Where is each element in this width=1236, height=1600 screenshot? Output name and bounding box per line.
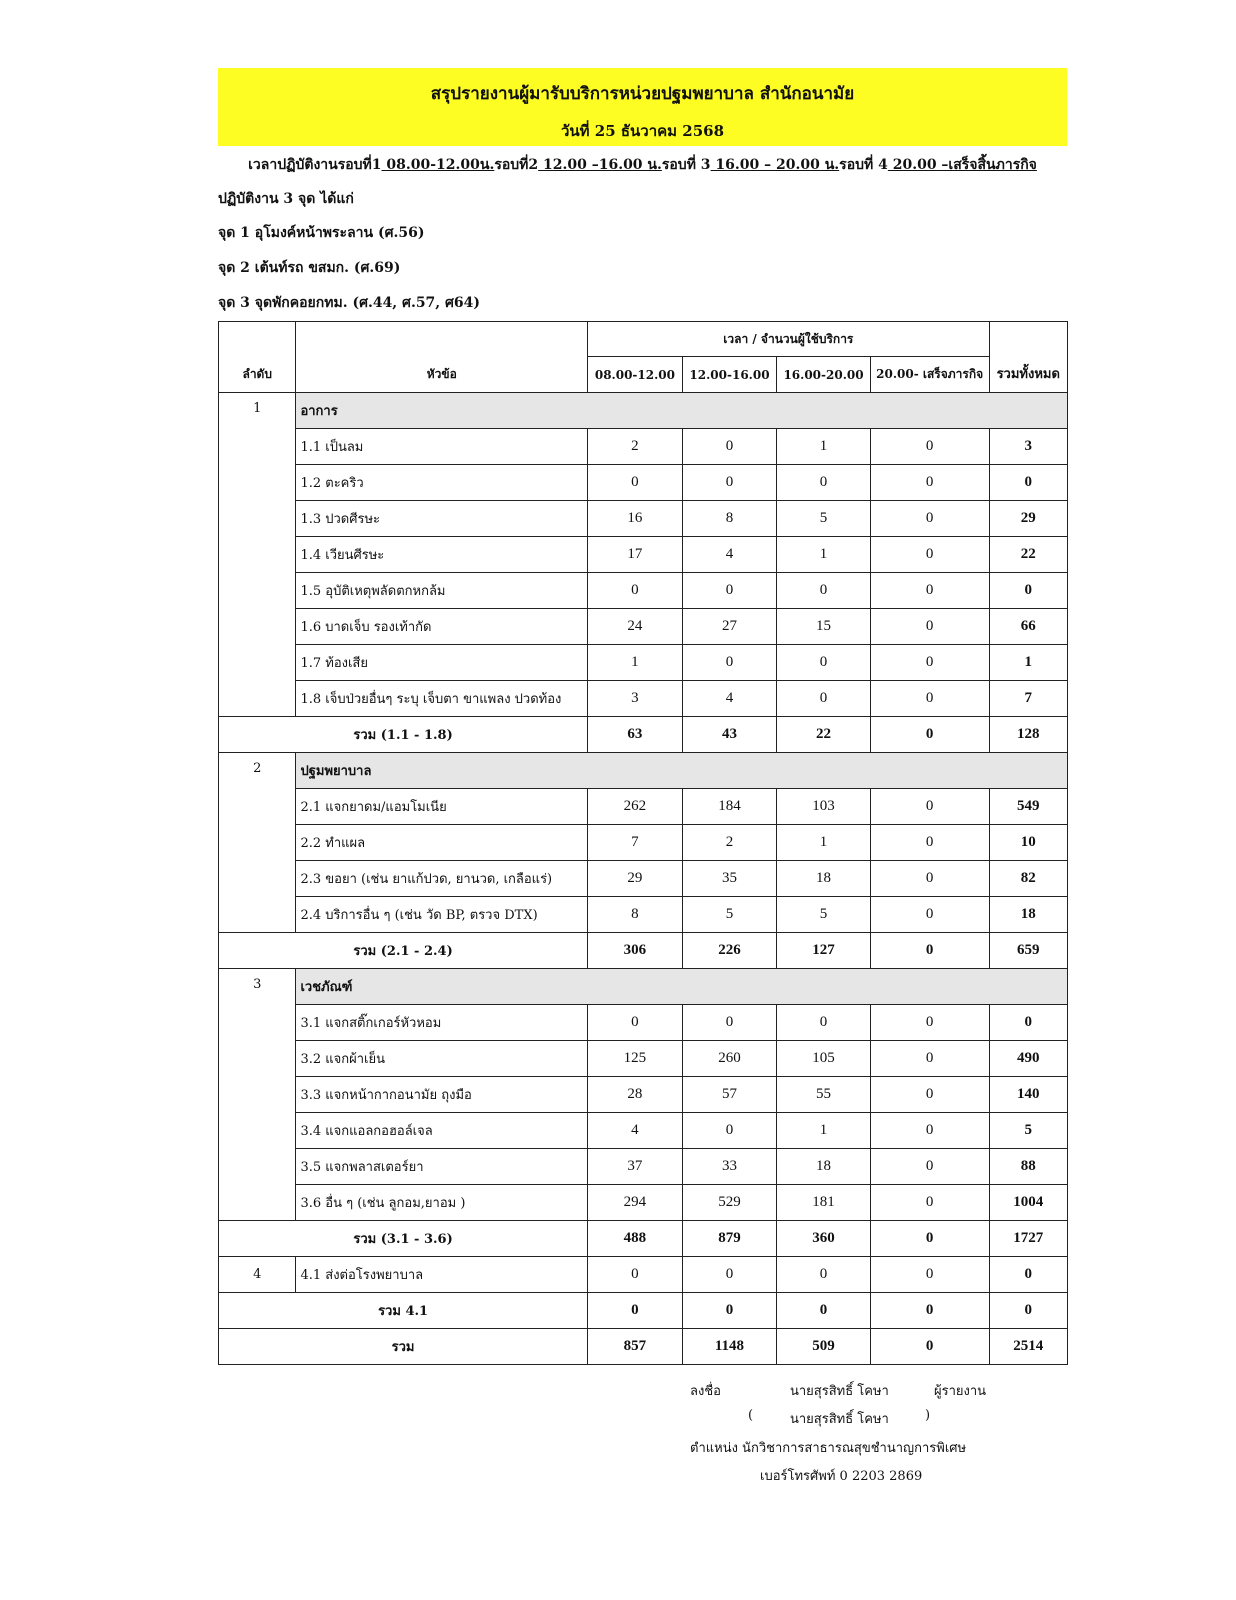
subtotal-row xyxy=(219,1293,1068,1329)
item-label: 3.5 แจกพลาสเตอร์ยา xyxy=(296,1149,588,1185)
item-label: 1.1 เป็นลม xyxy=(296,429,588,465)
item-total: 0 xyxy=(989,1257,1068,1293)
item-value: 0 xyxy=(870,645,989,681)
shift2-prefix: รอบที่2 xyxy=(494,157,539,173)
item-value: 181 xyxy=(777,1185,871,1221)
subtotal-value: 63 xyxy=(588,717,683,753)
item-value: 0 xyxy=(870,1257,989,1293)
item-value: 1 xyxy=(777,429,871,465)
item-value: 5 xyxy=(777,897,871,933)
item-value: 0 xyxy=(777,465,871,501)
item-total: 490 xyxy=(989,1041,1068,1077)
point-1: จุด 1 อุโมงค์หน้าพระลาน (ศ.56) xyxy=(218,225,425,241)
item-total: 549 xyxy=(989,789,1068,825)
report-title: สรุปรายงานผู้มารับบริการหน่วยปฐมพยาบาล สำนักอนามัย xyxy=(430,84,855,104)
item-value: 37 xyxy=(588,1149,683,1185)
signer-phone: เบอร์โทรศัพท์ 0 2203 2869 xyxy=(760,1469,923,1484)
subtotal-value: 0 xyxy=(588,1293,683,1329)
item-label: 1.2 ตะคริว xyxy=(296,465,588,501)
subtotal-total: 659 xyxy=(989,933,1068,969)
item-value: 57 xyxy=(682,1077,777,1113)
grand-total-label: รวม xyxy=(219,1329,588,1365)
item-value: 55 xyxy=(777,1077,871,1113)
item-total: 66 xyxy=(989,609,1068,645)
item-total: 0 xyxy=(989,573,1068,609)
item-total: 5 xyxy=(989,1113,1068,1149)
item-total: 29 xyxy=(989,501,1068,537)
item-value: 0 xyxy=(870,609,989,645)
item-value: 0 xyxy=(588,1005,683,1041)
close-paren: ) xyxy=(925,1408,931,1423)
grand-total-value: 0 xyxy=(870,1329,989,1365)
section-header-row xyxy=(219,393,1068,429)
item-value: 0 xyxy=(682,645,777,681)
section-number: 3 xyxy=(219,969,296,1221)
item-total: 10 xyxy=(989,825,1068,861)
item-value: 15 xyxy=(777,609,871,645)
shift2-time: 12.00 –16.00 น. xyxy=(538,157,662,173)
signer-role: ผู้รายงาน xyxy=(934,1384,987,1399)
table-row xyxy=(219,501,1068,537)
table-row xyxy=(219,897,1068,933)
subtotal-value: 0 xyxy=(870,1293,989,1329)
table-row xyxy=(219,1005,1068,1041)
table-row xyxy=(219,573,1068,609)
section-number: 1 xyxy=(219,393,296,717)
item-total: 1 xyxy=(989,645,1068,681)
point-3: จุด 3 จุดพักคอยกทม. (ศ.44, ศ.57, ศ64) xyxy=(218,295,481,311)
section-header-row xyxy=(219,969,1068,1005)
shift1-prefix: เวลาปฏิบัติงานรอบที่1 xyxy=(248,157,382,173)
col-shift3-header: 16.00-20.00 xyxy=(777,357,871,393)
item-value: 7 xyxy=(588,825,683,861)
item-total: 82 xyxy=(989,861,1068,897)
item-value: 3 xyxy=(588,681,683,717)
item-value: 0 xyxy=(870,501,989,537)
table-row xyxy=(219,825,1068,861)
report-table xyxy=(218,321,1068,1365)
table-row xyxy=(219,1077,1068,1113)
table-row xyxy=(219,1185,1068,1221)
item-value: 8 xyxy=(682,501,777,537)
item-value: 0 xyxy=(682,1257,777,1293)
item-total: 7 xyxy=(989,681,1068,717)
item-value: 0 xyxy=(870,1149,989,1185)
item-value: 0 xyxy=(777,1005,871,1041)
col-order-header: ลำดับ xyxy=(219,322,296,393)
item-label: 3.2 แจกผ้าเย็น xyxy=(296,1041,588,1077)
item-value: 0 xyxy=(682,1113,777,1149)
point-2: จุด 2 เต้นท์รถ ขสมก. (ศ.69) xyxy=(218,260,401,276)
item-value: 5 xyxy=(777,501,871,537)
item-value: 27 xyxy=(682,609,777,645)
col-shift4-header: 20.00- เสร็จภารกิจ xyxy=(870,357,989,393)
item-total: 88 xyxy=(989,1149,1068,1185)
item-value: 0 xyxy=(777,1257,871,1293)
item-value: 0 xyxy=(870,1005,989,1041)
item-value: 0 xyxy=(682,429,777,465)
subtotal-value: 0 xyxy=(870,933,989,969)
section-title: เวชภัณฑ์ xyxy=(296,969,1068,1005)
table-row xyxy=(219,537,1068,573)
item-value: 4 xyxy=(682,537,777,573)
item-value: 103 xyxy=(777,789,871,825)
item-value: 18 xyxy=(777,861,871,897)
table-row xyxy=(219,429,1068,465)
subtotal-value: 22 xyxy=(777,717,871,753)
item-label: 1.7 ท้องเสีย xyxy=(296,645,588,681)
item-value: 0 xyxy=(588,465,683,501)
table-body xyxy=(219,393,1068,1365)
item-total: 0 xyxy=(989,1005,1068,1041)
section-title: ปฐมพยาบาล xyxy=(296,753,1068,789)
item-value: 262 xyxy=(588,789,683,825)
table-row xyxy=(219,789,1068,825)
grand-total-value: 857 xyxy=(588,1329,683,1365)
table-row xyxy=(219,645,1068,681)
item-value: 16 xyxy=(588,501,683,537)
grand-total-value: 1148 xyxy=(682,1329,777,1365)
item-value: 1 xyxy=(777,537,871,573)
signer-name-print: นายสุรสิทธิ์ โคษา xyxy=(790,1412,889,1427)
subtotal-total: 1727 xyxy=(989,1221,1068,1257)
table-row xyxy=(219,681,1068,717)
item-value: 0 xyxy=(870,429,989,465)
item-value: 0 xyxy=(870,681,989,717)
item-value: 0 xyxy=(682,1005,777,1041)
item-value: 0 xyxy=(588,1257,683,1293)
item-value: 0 xyxy=(870,465,989,501)
item-value: 0 xyxy=(870,1077,989,1113)
item-label: 2.1 แจกยาดม/แอมโมเนีย xyxy=(296,789,588,825)
item-value: 18 xyxy=(777,1149,871,1185)
item-value: 0 xyxy=(588,573,683,609)
grand-total-sum: 2514 xyxy=(989,1329,1068,1365)
item-label: 3.6 อื่น ๆ (เช่น ลูกอม,ยาอม ) xyxy=(296,1185,588,1221)
item-value: 0 xyxy=(870,1185,989,1221)
item-value: 0 xyxy=(777,681,871,717)
item-value: 1 xyxy=(777,825,871,861)
item-value: 33 xyxy=(682,1149,777,1185)
item-label: 1.3 ปวดศีรษะ xyxy=(296,501,588,537)
table-row xyxy=(219,465,1068,501)
item-value: 24 xyxy=(588,609,683,645)
subtotal-label: รวม (3.1 - 3.6) xyxy=(219,1221,588,1257)
sign-label: ลงชื่อ xyxy=(690,1384,721,1399)
table-row xyxy=(219,1113,1068,1149)
item-value: 35 xyxy=(682,861,777,897)
item-value: 0 xyxy=(682,573,777,609)
item-value: 529 xyxy=(682,1185,777,1221)
item-value: 5 xyxy=(682,897,777,933)
item-total: 18 xyxy=(989,897,1068,933)
section-header-row xyxy=(219,753,1068,789)
subtotal-value: 43 xyxy=(682,717,777,753)
item-total: 140 xyxy=(989,1077,1068,1113)
item-value: 8 xyxy=(588,897,683,933)
item-label: 1.4 เวียนศีรษะ xyxy=(296,537,588,573)
subtotal-value: 0 xyxy=(777,1293,871,1329)
item-value: 29 xyxy=(588,861,683,897)
item-label: 2.2 ทำแผล xyxy=(296,825,588,861)
item-label: 1.8 เจ็บป่วยอื่นๆ ระบุ เจ็บตา ขาแพลง ปวดท้อง xyxy=(296,681,588,717)
item-value: 0 xyxy=(870,789,989,825)
points-intro: ปฏิบัติงาน 3 จุด ได้แก่ xyxy=(218,191,354,207)
item-value: 1 xyxy=(588,645,683,681)
col-time-group-header: เวลา / จำนวนผู้ใช้บริการ xyxy=(588,322,989,357)
signer-name: นายสุรสิทธิ์ โคษา xyxy=(790,1384,889,1399)
item-value: 0 xyxy=(870,861,989,897)
item-value: 105 xyxy=(777,1041,871,1077)
subtotal-value: 127 xyxy=(777,933,871,969)
item-value: 2 xyxy=(682,825,777,861)
table-row xyxy=(219,861,1068,897)
item-value: 0 xyxy=(870,537,989,573)
item-value: 28 xyxy=(588,1077,683,1113)
table-row xyxy=(219,1041,1068,1077)
col-shift2-header: 12.00-16.00 xyxy=(682,357,777,393)
item-total: 0 xyxy=(989,465,1068,501)
subtotal-value: 879 xyxy=(682,1221,777,1257)
item-value: 1 xyxy=(777,1113,871,1149)
section-title: อาการ xyxy=(296,393,1068,429)
item-label: 4.1 ส่งต่อโรงพยาบาล xyxy=(296,1257,588,1293)
item-value: 0 xyxy=(870,897,989,933)
section-number: 4 xyxy=(219,1257,296,1293)
shift3-time: 16.00 – 20.00 น. xyxy=(710,157,840,173)
subtotal-row xyxy=(219,717,1068,753)
table-row xyxy=(219,1149,1068,1185)
shift4-time: 20.00 –เสร็จสิ้นภารกิจ xyxy=(887,157,1037,173)
col-total-header: รวมทั้งหมด xyxy=(989,322,1068,393)
item-value: 260 xyxy=(682,1041,777,1077)
item-value: 0 xyxy=(682,465,777,501)
item-value: 0 xyxy=(870,1113,989,1149)
item-total: 1004 xyxy=(989,1185,1068,1221)
open-paren: ( xyxy=(748,1408,754,1423)
subtotal-total: 0 xyxy=(989,1293,1068,1329)
item-label: 1.6 บาดเจ็บ รองเท้ากัด xyxy=(296,609,588,645)
item-value: 0 xyxy=(777,573,871,609)
report-date: วันที่ 25 ธันวาคม 2568 xyxy=(560,122,725,140)
table-row xyxy=(219,609,1068,645)
item-value: 0 xyxy=(870,825,989,861)
subtotal-value: 488 xyxy=(588,1221,683,1257)
item-value: 2 xyxy=(588,429,683,465)
subtotal-value: 360 xyxy=(777,1221,871,1257)
subtotal-value: 306 xyxy=(588,933,683,969)
item-value: 17 xyxy=(588,537,683,573)
subtotal-value: 0 xyxy=(870,717,989,753)
item-value: 125 xyxy=(588,1041,683,1077)
item-value: 0 xyxy=(870,573,989,609)
shift1-time: 08.00-12.00น. xyxy=(381,157,495,173)
item-label: 3.1 แจกสติ๊กเกอร์หัวหอม xyxy=(296,1005,588,1041)
item-value: 0 xyxy=(870,1041,989,1077)
shift-times xyxy=(218,154,1067,176)
grand-total-row xyxy=(219,1329,1068,1365)
col-topic-header: หัวข้อ xyxy=(296,322,588,393)
shift3-prefix: รอบที่ 3 xyxy=(661,157,711,173)
subtotal-value: 0 xyxy=(870,1221,989,1257)
subtotal-row xyxy=(219,933,1068,969)
item-value: 294 xyxy=(588,1185,683,1221)
section-number: 2 xyxy=(219,753,296,933)
item-label: 2.3 ขอยา (เช่น ยาแก้ปวด, ยานวด, เกลือแร่) xyxy=(296,861,588,897)
subtotal-total: 128 xyxy=(989,717,1068,753)
shift4-prefix: รอบที่ 4 xyxy=(839,157,888,173)
title-banner xyxy=(218,68,1067,146)
item-total: 22 xyxy=(989,537,1068,573)
item-label: 1.5 อุบัติเหตุพลัดตกหกล้ม xyxy=(296,573,588,609)
subtotal-row xyxy=(219,1221,1068,1257)
item-label: 3.4 แจกแอลกอฮอล์เจล xyxy=(296,1113,588,1149)
item-value: 184 xyxy=(682,789,777,825)
item-value: 4 xyxy=(588,1113,683,1149)
item-value: 4 xyxy=(682,681,777,717)
subtotal-value: 226 xyxy=(682,933,777,969)
table-row xyxy=(219,1257,1068,1293)
subtotal-value: 0 xyxy=(682,1293,777,1329)
col-shift1-header: 08.00-12.00 xyxy=(588,357,683,393)
item-label: 3.3 แจกหน้ากากอนามัย ถุงมือ xyxy=(296,1077,588,1113)
subtotal-label: รวม (1.1 - 1.8) xyxy=(219,717,588,753)
item-label: 2.4 บริการอื่น ๆ (เช่น วัด BP, ตรวจ DTX) xyxy=(296,897,588,933)
grand-total-value: 509 xyxy=(777,1329,871,1365)
signer-position: ตำแหน่ง นักวิชาการสาธารณสุขชำนาญการพิเศษ xyxy=(690,1441,967,1456)
subtotal-label: รวม (2.1 - 2.4) xyxy=(219,933,588,969)
item-total: 3 xyxy=(989,429,1068,465)
subtotal-label: รวม 4.1 xyxy=(219,1293,588,1329)
item-value: 0 xyxy=(777,645,871,681)
